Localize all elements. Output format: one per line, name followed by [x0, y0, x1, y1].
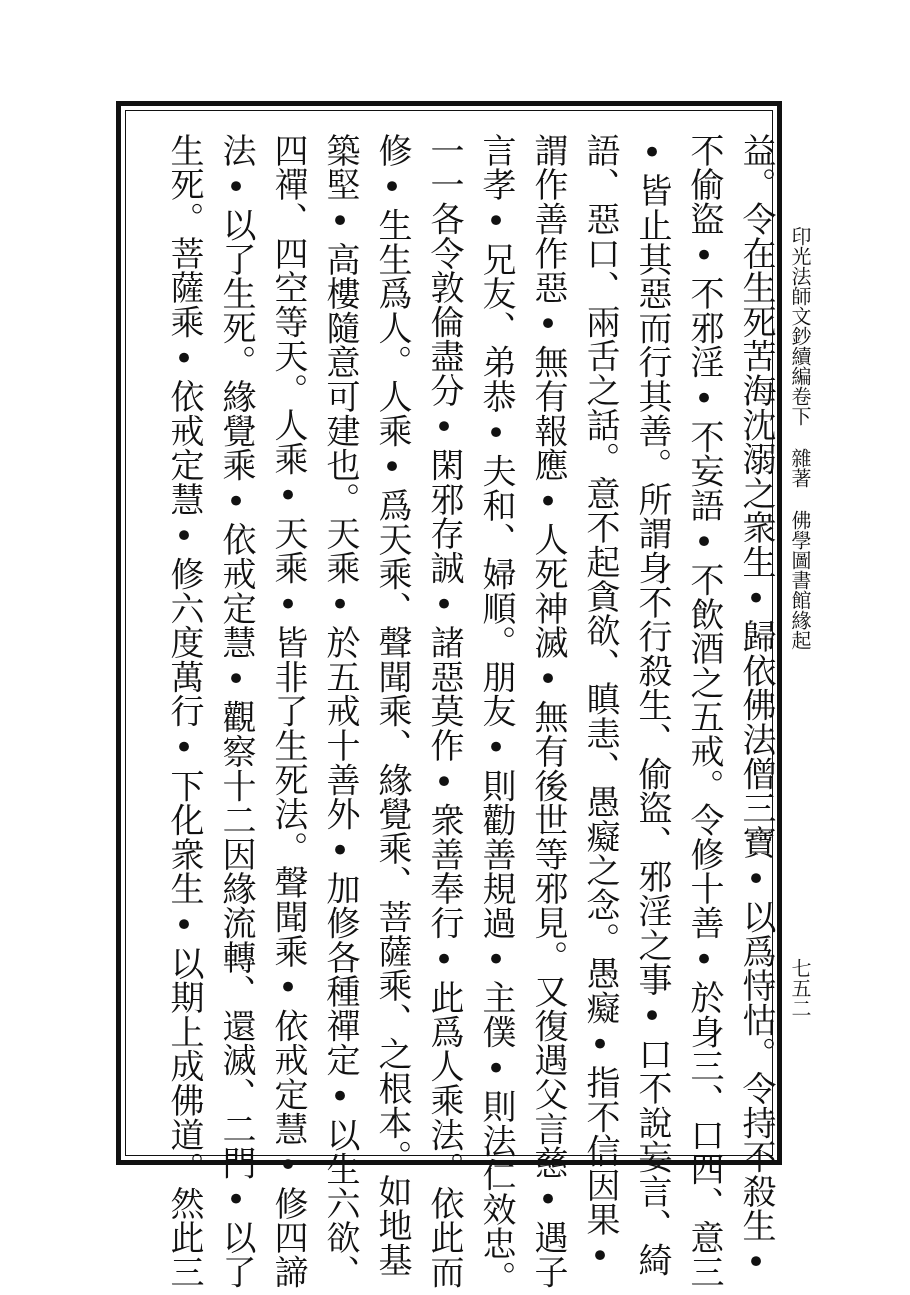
section-label: 雜著 [788, 448, 812, 488]
text-column-6: 言孝•兄友、弟恭•夫和、婦順。朋友•則勸善規過•主僕•則法仁效忠。 [476, 133, 516, 1295]
text-column-1: 益。令在生死苦海沈溺之衆生•歸依佛法僧三寶•以爲恃怙。令持不殺生• [736, 133, 776, 1283]
running-header [786, 226, 814, 650]
text-column-5: 謂作善作惡•無有報應•人死神滅•無有後世等邪見。又復遇父言慈•遇子 [528, 133, 568, 1289]
text-column-4: 語、惡口、兩舌之話。意不起貪欲、瞋恚、愚癡之念。愚癡•指不信因果• [580, 133, 620, 1277]
text-column-2: 不偷盜•不邪淫•不妄語•不飲酒之五戒。令修十善•於身三、口四、意三 [684, 133, 724, 1289]
page-number: 七五二 [788, 958, 812, 1018]
text-column-12: 生死。菩薩乘•依戒定慧•修六度萬行•下化衆生•以期上成佛道。然此三 [164, 133, 204, 1289]
text-column-3: •皆止其惡而行其善。所謂身不行殺生、偷盜、邪淫之事•口不說妄言、綺 [632, 133, 672, 1277]
text-column-7: 一一各令敦倫盡分•閑邪存誠•諸惡莫作•衆善奉行•此爲人乘法。依此而 [424, 133, 464, 1289]
article-title: 佛學圖書館緣起 [788, 510, 812, 650]
text-column-10: 四禪、四空等天。人乘•天乘•皆非了生死法。聲聞乘•依戒定慧•修四諦 [268, 133, 308, 1289]
text-column-8: 修•生生爲人。人乘•爲天乘、聲聞乘、緣覺乘、菩薩乘、之根本。如地基 [372, 133, 412, 1277]
book-title: 印光法師文鈔續編卷下 [788, 226, 812, 426]
text-column-11: 法•以了生死。緣覺乘•依戒定慧•觀察十二因緣流轉、還滅、二門•以了 [216, 133, 256, 1289]
text-column-9: 築堅•高樓隨意可建也。天乘•於五戒十善外•加修各種禪定•以生六欲、 [320, 133, 360, 1289]
